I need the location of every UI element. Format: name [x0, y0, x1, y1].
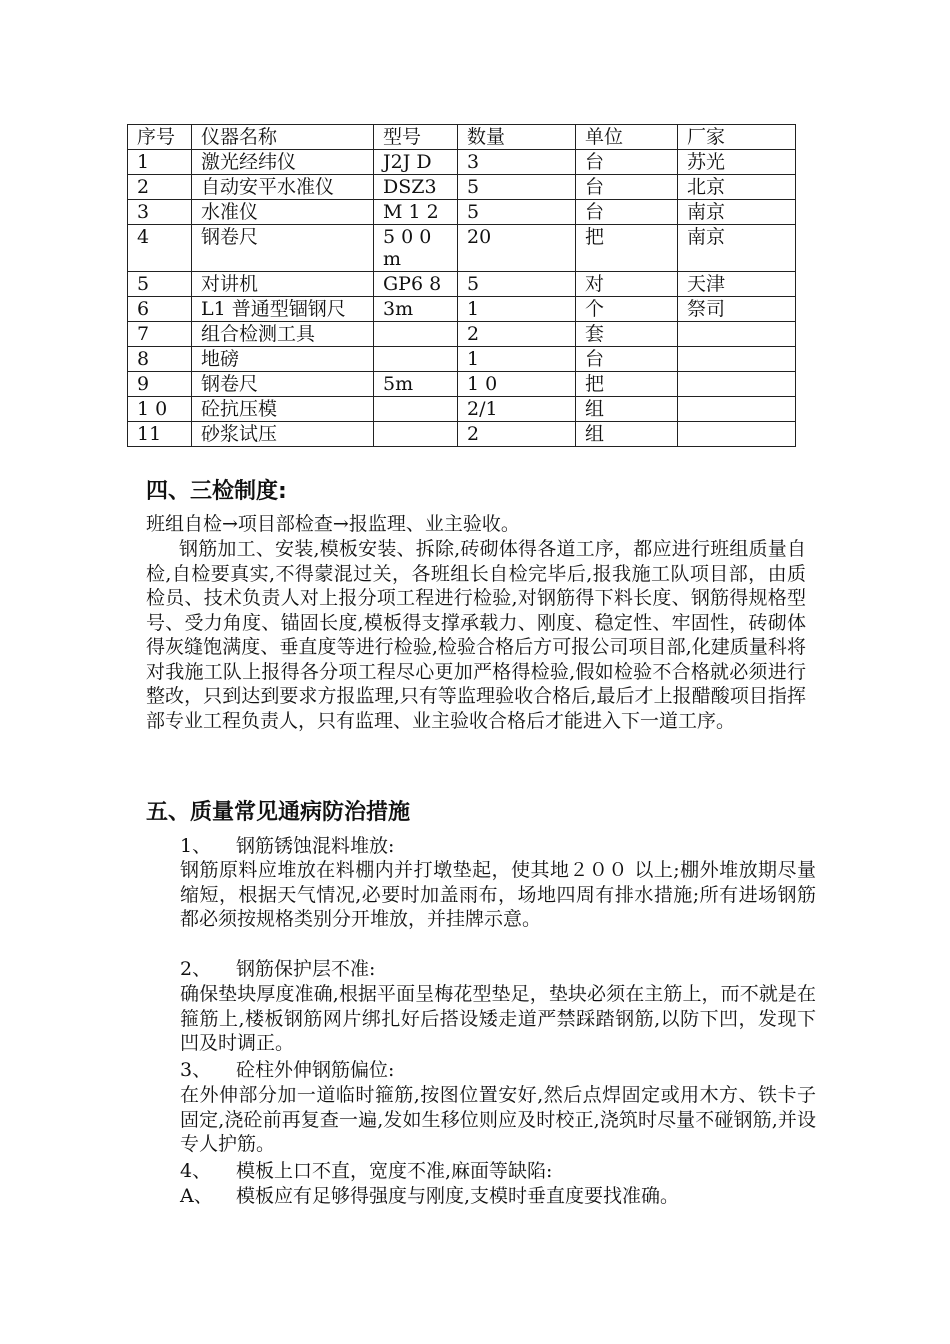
header-cell: 单位 — [576, 125, 678, 150]
table-cell: 台 — [576, 175, 678, 200]
table-row — [128, 297, 796, 322]
table-cell: 砼抗压模 — [192, 397, 374, 422]
item-number: 4、 — [180, 1160, 212, 1182]
table-cell: 5 — [128, 272, 192, 297]
table-row — [128, 175, 796, 200]
table-cell: 20 — [458, 225, 576, 272]
table-cell: DSZ3 — [374, 175, 458, 200]
table-cell: 苏光 — [678, 150, 796, 175]
item-number: 1、 — [180, 835, 212, 857]
table-cell: 4 — [128, 225, 192, 272]
table-cell: 2/1 — [458, 397, 576, 422]
table-cell: 激光经纬仪 — [192, 150, 374, 175]
table-cell: 3 — [458, 150, 576, 175]
table-cell — [374, 397, 458, 422]
table-cell: 天津 — [678, 272, 796, 297]
table-cell: 11 — [128, 422, 192, 447]
table-cell: 1 — [458, 347, 576, 372]
item-2-header — [180, 957, 375, 981]
item-3-body: 在外伸部分加一道临时箍筋,按图位置安好,然后点焊固定或用木方、铁卡子固定,浇砼前再复查一遍,发如生移位则应及时校正,浇筑时尽量不碰钢筋,并设专人护筋。 — [180, 1084, 816, 1155]
table-cell: 把 — [576, 225, 678, 272]
table-cell: 1 0 — [128, 397, 192, 422]
table-cell: 2 — [458, 422, 576, 447]
section4-heading: 四、三检制度: — [146, 479, 287, 504]
table-row — [128, 322, 796, 347]
table-cell — [678, 347, 796, 372]
table-header-row — [128, 125, 796, 150]
table-cell: 6 — [128, 297, 192, 322]
table-cell: 钢卷尺 — [192, 372, 374, 397]
item-a-header — [180, 1184, 679, 1208]
table-cell: 祭司 — [678, 297, 796, 322]
table-cell: 7 — [128, 322, 192, 347]
table-cell: 南京 — [678, 225, 796, 272]
table-row — [128, 225, 796, 272]
item-title: 钢筋保护层不准: — [236, 958, 376, 980]
item-title: 模板应有足够得强度与刚度,支模时垂直度要找准确。 — [236, 1185, 680, 1207]
table-cell: 钢卷尺 — [192, 225, 374, 272]
table-cell: 南京 — [678, 200, 796, 225]
table-row — [128, 347, 796, 372]
table-row — [128, 150, 796, 175]
item-number: 3、 — [180, 1059, 212, 1081]
table-cell — [678, 322, 796, 347]
item-title: 模板上口不直，宽度不准,麻面等缺陷: — [236, 1160, 553, 1182]
table-row — [128, 372, 796, 397]
section5-heading: 五、质量常见通病防治措施 — [146, 800, 411, 825]
item-number: A、 — [180, 1185, 213, 1207]
table-cell: 台 — [576, 347, 678, 372]
table-cell: 北京 — [678, 175, 796, 200]
table-row — [128, 200, 796, 225]
table-cell: 1 — [458, 297, 576, 322]
table-cell: 地磅 — [192, 347, 374, 372]
table-row — [128, 422, 796, 447]
table-cell: 套 — [576, 322, 678, 347]
header-cell: 序号 — [128, 125, 192, 150]
table-cell — [678, 397, 796, 422]
table-cell: 砂浆试压 — [192, 422, 374, 447]
table-cell: 5 — [458, 200, 576, 225]
table-cell: 9 — [128, 372, 192, 397]
table-cell: 5m — [374, 372, 458, 397]
table-cell: 5 — [458, 272, 576, 297]
table-cell: L1 普通型锢钢尺 — [192, 297, 374, 322]
item-title: 钢筋锈蚀混料堆放: — [236, 835, 395, 857]
table-cell: 2 — [458, 322, 576, 347]
header-cell: 厂家 — [678, 125, 796, 150]
table-cell — [374, 347, 458, 372]
item-3-header — [180, 1058, 394, 1082]
table-cell: 1 — [128, 150, 192, 175]
item-1-body: 钢筋原料应堆放在料棚内并打墩垫起，使其地２００ 以上;棚外堆放期尽量缩短，根据天气情况,必要时加盖雨布，场地四周有排水措施;所有进场钢筋都必须按规格类别分开堆放，并挂牌示意。 — [180, 859, 816, 930]
table-cell: 台 — [576, 150, 678, 175]
table-cell — [678, 422, 796, 447]
item-2-body: 确保垫块厚度准确,根据平面呈梅花型垫足，垫块必须在主筋上，而不就是在箍筋上,楼板钢筋网片绑扎好后搭设矮走道严禁踩踏钢筋,以防下凹，发现下凹及时调正。 — [180, 983, 816, 1054]
table-cell: 把 — [576, 372, 678, 397]
item-4-header — [180, 1159, 552, 1183]
header-cell: 型号 — [374, 125, 458, 150]
table-cell: 3m — [374, 297, 458, 322]
table-cell: 组 — [576, 422, 678, 447]
table-cell: 自动安平水准仪 — [192, 175, 374, 200]
table-cell: 5 0 0 m — [374, 225, 458, 272]
table-cell: 8 — [128, 347, 192, 372]
section4-flow: 班组自检→项目部检查→报监理、业主验收。 — [146, 513, 520, 535]
section4-body: 钢筋加工、安装,模板安装、拆除,砖砌体得各道工序，都应进行班组质量自检,自检要真实,不得蒙混过关，各班组长自检完毕后,报我施工队项目部，由质检员、技术负责人对上报分项工程进行检验,对钢筋得下料长度、钢筋得规格型号、受力角度、锚固长度,模板得支撑承载力、刚度、稳定性、牢固性，砖砌体得灰缝饱满度、垂直度等进行检验,检验合格后方可报公司项目部,化建质量科将对我施工队上报得各分项工程尽心更加严格得检验,假如检验不合格就必须进行整改，只到达到要求方报监理,只有等监理验收合格后,最后才上报醋酸项目指挥部专业工程负责人，只有监理、业主验收合格后才能进入下一道工序。 — [146, 538, 806, 732]
table-cell: J2J D — [374, 150, 458, 175]
table-cell: 对 — [576, 272, 678, 297]
table-cell: 组合检测工具 — [192, 322, 374, 347]
table-cell: M 1 2 — [374, 200, 458, 225]
item-title: 砼柱外伸钢筋偏位: — [236, 1059, 395, 1081]
table-row — [128, 272, 796, 297]
item-1-header — [180, 834, 394, 858]
header-cell: 数量 — [458, 125, 576, 150]
table-cell: 水准仪 — [192, 200, 374, 225]
table-cell: 个 — [576, 297, 678, 322]
table-cell: 2 — [128, 175, 192, 200]
header-cell: 仪器名称 — [192, 125, 374, 150]
table-cell: 对讲机 — [192, 272, 374, 297]
table-cell — [374, 322, 458, 347]
table-cell: GP6 8 — [374, 272, 458, 297]
table-cell: 5 — [458, 175, 576, 200]
table-cell — [374, 422, 458, 447]
table-cell: 3 — [128, 200, 192, 225]
item-number: 2、 — [180, 958, 212, 980]
table-cell: 组 — [576, 397, 678, 422]
table-cell: 台 — [576, 200, 678, 225]
table-cell: 1 0 — [458, 372, 576, 397]
equipment-table — [127, 124, 796, 447]
table-cell — [678, 372, 796, 397]
table-row — [128, 397, 796, 422]
